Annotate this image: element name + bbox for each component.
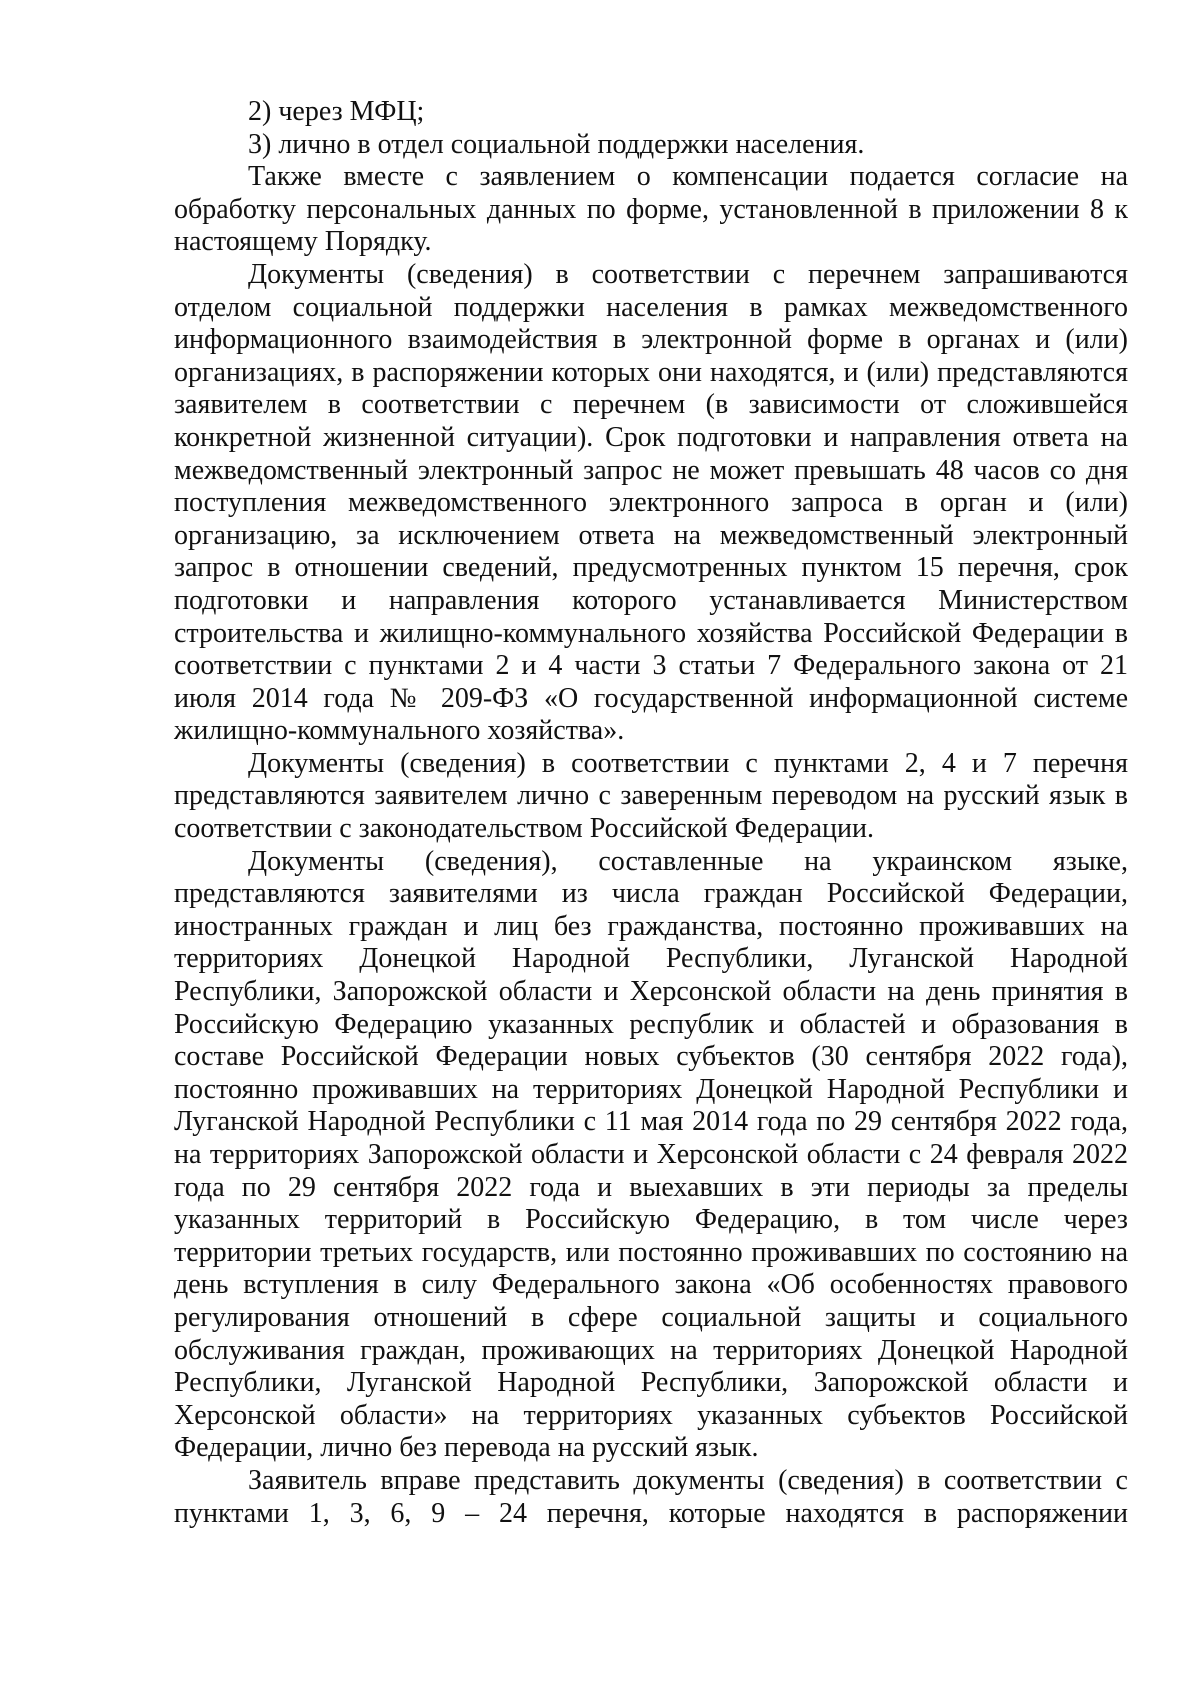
paragraph-consent: Также вместе с заявлением о компенсации подается согласие на обработку персональных данных по форме, установленной в приложении 8 к настоящему Порядку. xyxy=(174,161,1128,258)
document-page xyxy=(174,96,1128,1530)
paragraph-ukrainian-documents: Документы (сведения), составленные на украинском языке, представляются заявителями из числа граждан Российской Федерации, иностранных граждан и лиц без гражданства, постоянно проживавших на территориях Донецкой Народной Республики, Луганской Народной Республики, Запорожской области и Херсонской области на день принятия в Российскую Федерацию указанных республик и областей и образования в составе Российской Федерации новых субъектов (30 сентября 2022 года), постоянно проживавших на территориях Донецкой Народной Республики и Луганской Народной Республики с 11 мая 2014 года по 29 сентября 2022 года, на территориях Запорожской области и Херсонской области с 24 февраля 2022 года по 29 сентября 2022 года и выехавших в эти периоды за пределы указанных территорий в Российскую Федерацию, в том числе через территории третьих государств, или постоянно проживавших по состоянию на день вступления в силу Федерального закона «Об особенностях правового регулирования отношений в сфере социальной защиты и социального обслуживания граждан, проживающих на территориях Донецкой Народной Республики, Луганской Народной Республики, Запорожской области и Херсонской области» на территориях указанных субъектов Российской Федерации, лично без перевода на русский язык. xyxy=(174,845,1128,1464)
paragraph-interagency-requests: Документы (сведения) в соответствии с перечнем запрашиваются отделом социальной поддержки населения в рамках межведомственного информационного взаимодействия в электронной форме в органах и (или) организациях, в распоряжении которых они находятся, и (или) представляются заявителем в соответствии с перечнем (в зависимости от сложившейся конкретной жизненной ситуации). Срок подготовки и направления ответа на межведомственный электронный запрос не может превышать 48 часов со дня поступления межведомственного электронного запроса в орган и (или) организацию, за исключением ответа на межведомственный электронный запрос в отношении сведений, предусмотренных пунктом 15 перечня, срок подготовки и направления которого устанавливается Министерством строительства и жилищно-коммунального хозяйства Российской Федерации в соответствии с пунктами 2 и 4 части 3 статьи 7 Федерального закона от 21 июля 2014 года № 209-ФЗ «О государственной информационной системе жилищно-коммунального хозяйства». xyxy=(174,258,1128,747)
list-item-in-person: 3) лично в отдел социальной поддержки населения. xyxy=(248,128,865,160)
paragraph-applicant-right: Заявитель вправе представить документы (сведения) в соответствии с пунктами 1, 3, 6, 9 – 24 перечня, которые находятся в распоряжении xyxy=(174,1464,1128,1529)
paragraph-translation: Документы (сведения) в соответствии с пунктами 2, 4 и 7 перечня представляются заявителем лично с заверенным переводом на русский язык в соответствии с законодательством Российской Федерации. xyxy=(174,747,1128,845)
list-item-mfc: 2) через МФЦ; xyxy=(248,96,425,127)
